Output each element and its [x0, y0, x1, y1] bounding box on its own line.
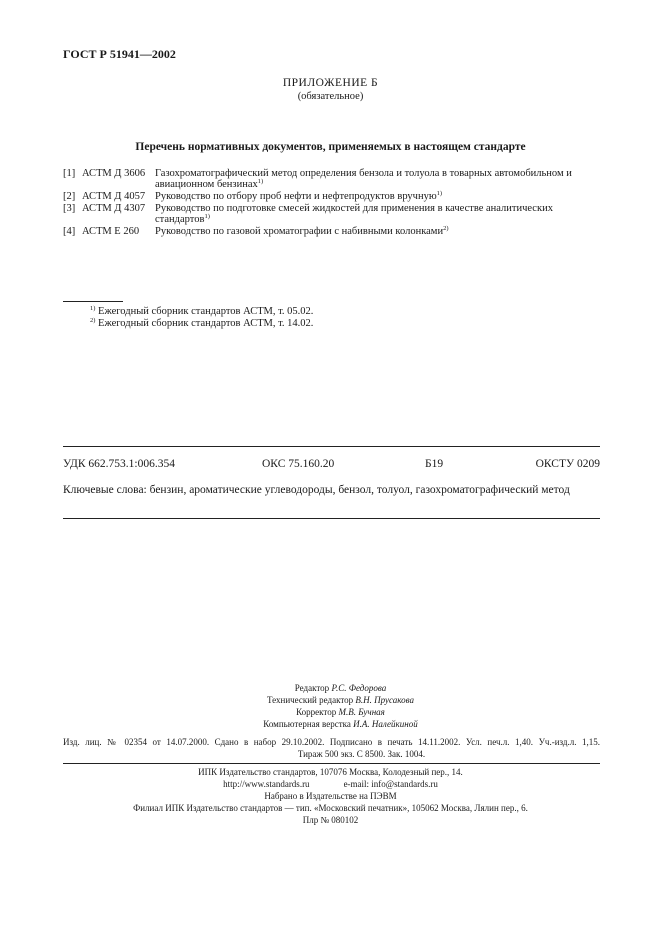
print-run: Тираж 500 экз. С 8500. Зак. 1004.	[297, 749, 426, 759]
footnote-mark: 2)	[90, 317, 96, 324]
footnote-mark: 1)	[90, 305, 96, 312]
credit-role: Корректор	[296, 707, 337, 717]
footnote-text: Ежегодный сборник стандартов АСТМ, т. 14.02.	[98, 318, 314, 329]
typeset-note: Набрано в Издательстве на ПЭВМ	[264, 791, 397, 801]
references-list	[63, 168, 608, 238]
reference-note: 2)	[443, 225, 449, 232]
udk-code: УДК 662.753.1:006.354	[63, 458, 175, 470]
okstu-code: ОКСТУ 0209	[535, 458, 600, 470]
reference-number: [4]	[63, 226, 76, 237]
reference-note: 1)	[204, 213, 210, 220]
reference-number: [3]	[63, 203, 76, 214]
reference-title-wrap	[155, 203, 608, 225]
credit-role: Компьютерная верстка	[263, 719, 351, 729]
editorial-credits	[0, 682, 661, 730]
email: e-mail: info@standards.ru	[343, 779, 438, 789]
credit-name: М.В. Бучная	[338, 707, 385, 717]
publication-details	[63, 736, 600, 760]
credit-line	[0, 706, 661, 718]
reference-code: АСТМ Д 3606	[82, 168, 146, 179]
footnote	[90, 306, 313, 318]
appendix-subtitle: (обязательное)	[297, 91, 364, 102]
credit-name: Р.С. Федорова	[331, 683, 387, 693]
footnote	[90, 318, 313, 330]
reference-title-wrap	[155, 191, 608, 202]
footnotes	[90, 306, 313, 330]
imprint	[0, 766, 661, 826]
credit-line	[0, 718, 661, 730]
footnote-text: Ежегодный сборник стандартов АСТМ, т. 05.02.	[98, 306, 314, 317]
reference-title: Руководство по газовой хроматографии с набивными колонками	[155, 226, 444, 237]
contact-line	[0, 778, 661, 790]
keywords: Ключевые слова: бензин, ароматические углеводороды, бензол, толуол, газохроматографический метод	[63, 484, 570, 496]
reference-note: 1)	[436, 190, 443, 197]
classification-top-rule	[63, 446, 600, 447]
standard-code: ГОСТ Р 51941—2002	[63, 47, 176, 61]
reference-item	[63, 168, 608, 190]
footnote-divider	[63, 301, 123, 302]
credit-line	[0, 694, 661, 706]
appendix-title: ПРИЛОЖЕНИЕ Б	[282, 77, 379, 89]
credit-role: Редактор	[294, 683, 330, 693]
keywords-bottom-rule	[63, 518, 600, 519]
reference-title: Газохроматографический метод определения бензола и толуола в товарных автомобильном и авиационном бензинах	[155, 168, 572, 190]
license-number: Плр № 080102	[302, 815, 359, 825]
reference-number: [2]	[63, 191, 76, 202]
reference-item	[63, 203, 608, 225]
reference-title-wrap	[155, 226, 608, 237]
reference-note: 1)	[257, 178, 264, 185]
reference-item	[63, 226, 608, 237]
credit-role: Технический редактор	[266, 695, 354, 705]
reference-item	[63, 191, 608, 202]
website: http://www.standards.ru	[223, 779, 310, 789]
credit-line	[0, 682, 661, 694]
reference-code: АСТМ Д 4057	[82, 191, 146, 202]
reference-code: АСТМ Д 4307	[82, 203, 146, 214]
publisher-address: ИПК Издательство стандартов, 107076 Москва, Колодезный пер., 14.	[198, 767, 463, 777]
publication-line: Изд. лиц. № 02354 от 14.07.2000. Сдано в набор 29.10.2002. Подписано в печать 14.11.2002. Усл. печ.л. 1,40. Уч.-изд.л. 1,15.	[63, 737, 600, 747]
oks-code: ОКС 75.160.20	[262, 458, 335, 470]
reference-number: [1]	[63, 168, 76, 179]
imprint-rule	[63, 763, 600, 764]
branch-address: Филиал ИПК Издательство стандартов — тип. «Московский печатник», 105062 Москва, Лялин пер., 6.	[133, 803, 528, 813]
reference-title: Руководство по подготовке смесей жидкостей для применения в качестве аналитических стандартов	[155, 203, 553, 225]
reference-title-wrap	[155, 168, 608, 190]
group-code: Б19	[425, 458, 444, 470]
credit-name: И.А. Налейкиной	[353, 719, 418, 729]
references-heading: Перечень нормативных документов, применяемых в настоящем стандарте	[135, 141, 526, 153]
reference-title: Руководство по отбору проб нефти и нефтепродуктов вручную	[155, 191, 437, 202]
reference-code: АСТМ Е 260	[82, 226, 140, 237]
credit-name: В.Н. Прусакова	[355, 695, 415, 705]
